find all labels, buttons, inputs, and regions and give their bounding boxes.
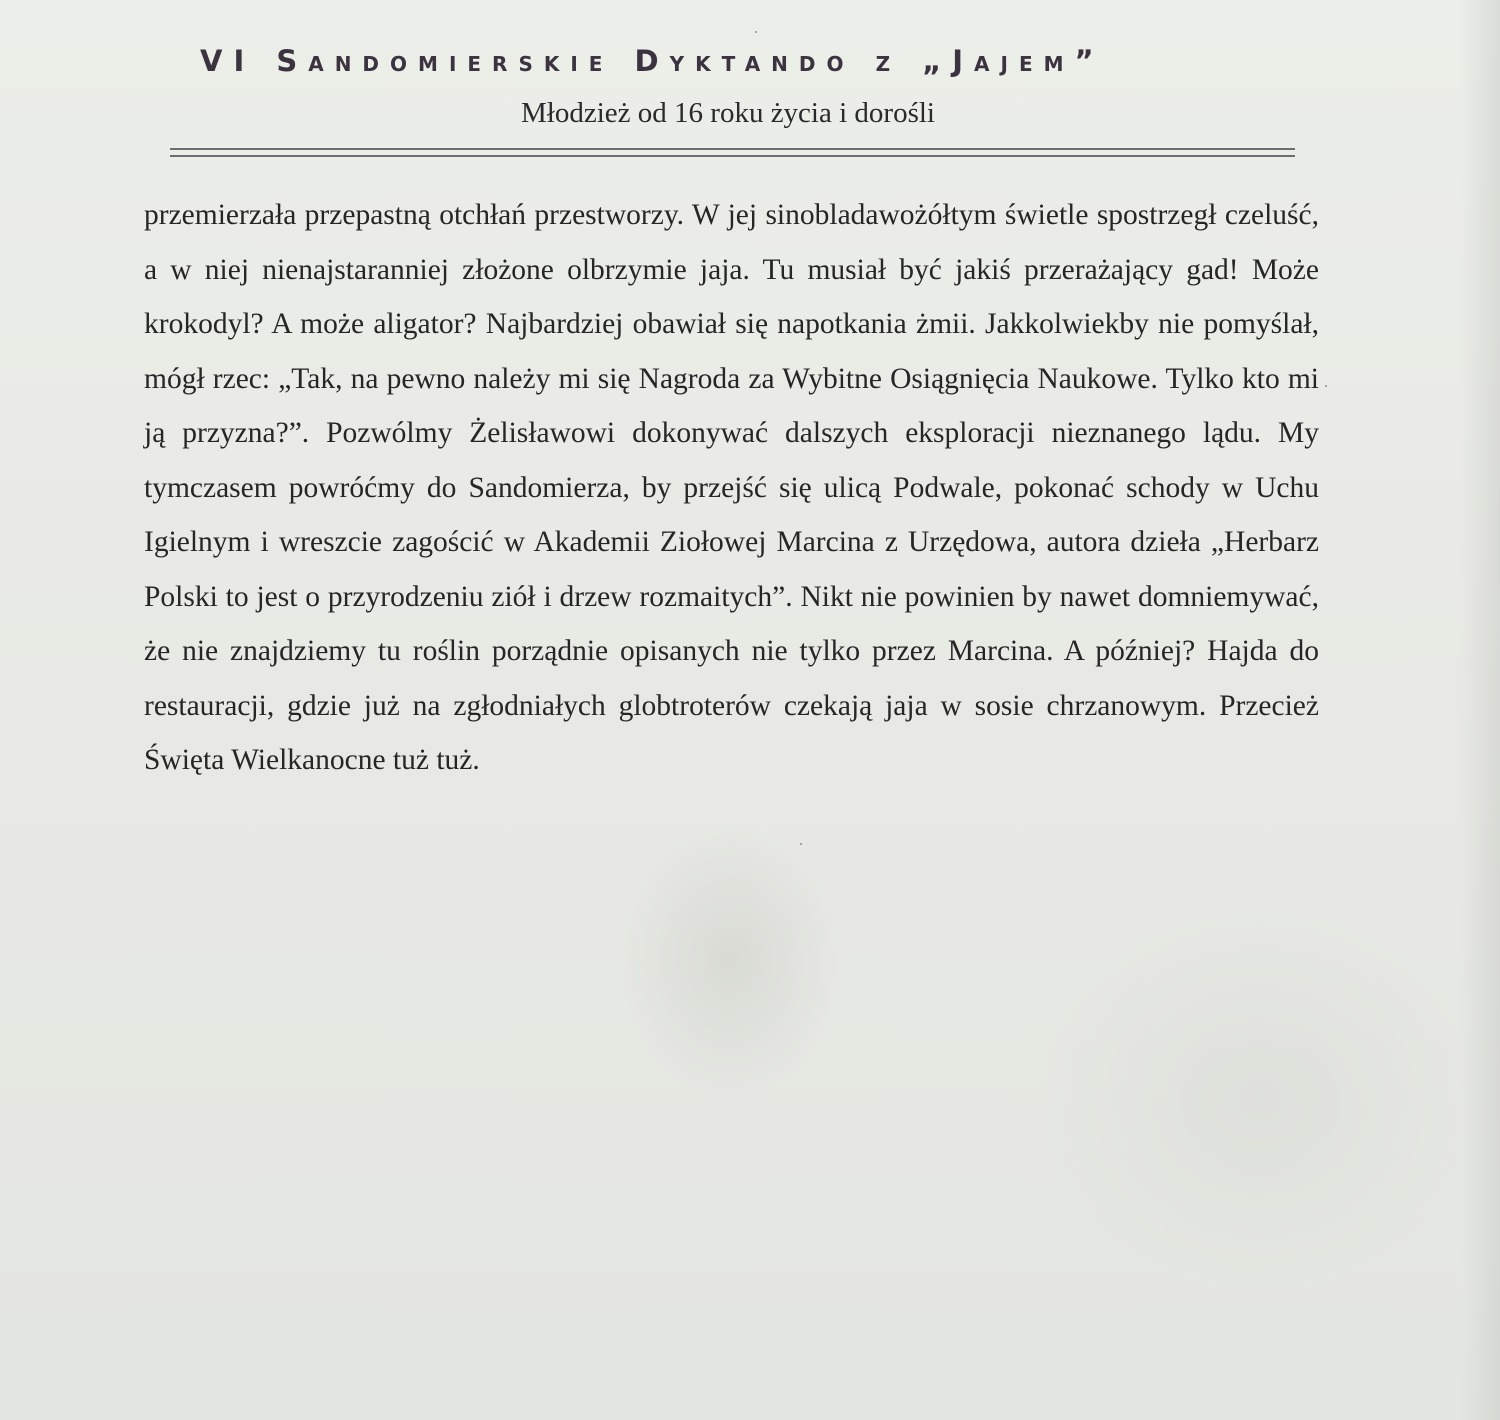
paper-speck [1325, 385, 1327, 387]
double-rule-divider [170, 148, 1295, 157]
paper-speck [755, 31, 757, 33]
document-title: VI Sandomierskie Dyktando z „Jajem” [200, 44, 1105, 78]
paper-speck [800, 843, 802, 845]
dictation-text: przemierzała przepastną otchłań przestworzy. W jej sinobladawożółtym świetle spostrzegł czeluść, a w niej nienajstaranniej złożone olbrzymie jaja. Tu musiał być jakiś przerażający gad! Może krokodyl? A może aligator? Najbardziej obawiał się napotkania żmii. Jakkolwiekby nie pomyślał, mógł rzec: „Tak, na pewno należy mi się Nagroda za Wybitne Osiągnięcia Naukowe. Tylko kto mi ją przyzna?”. Pozwólmy Żelisławowi dokonywać dalszych eksploracji nieznanego lądu. My tymczasem powróćmy do Sandomierza, by przejść się ulicą Podwale, pokonać schody w Uchu Igielnym i wreszcie zagościć w Akademii Ziołowej Marcina z Urzędowa, autora dzieła „Herbarz Polski to jest o przyrodzeniu ziół i drzew rozmaitych”. Nikt nie powinien by nawet domniemywać, że nie znajdziemy tu roślin porządnie opisanych nie tylko przez Marcina. A później? Hajda do restauracji, gdzie już na zgłodniałych globtroterów czekają jaja w sosie chrzanowym. Przecież Święta Wielkanocne tuż tuż. [144, 199, 1319, 776]
document-subtitle: Młodzież od 16 roku życia i dorośli [521, 97, 935, 129]
paper-edge-shadow [1460, 0, 1500, 1420]
